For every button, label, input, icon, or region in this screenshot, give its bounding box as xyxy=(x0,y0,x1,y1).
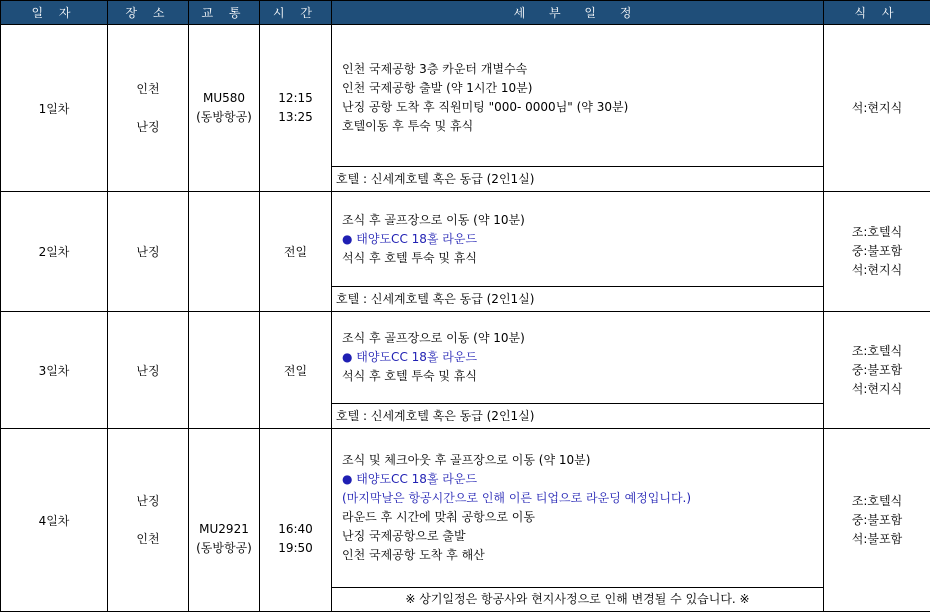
schedule-line: 조식 후 골프장으로 이동 (약 10분) xyxy=(342,212,525,227)
flight-number: MU580 xyxy=(202,91,246,105)
schedule-line: 난징 국제공항으로 출발 xyxy=(342,529,466,543)
transport-cell xyxy=(189,192,260,312)
meal-item: 석:현지식 xyxy=(851,263,903,277)
time-item: 16:40 xyxy=(278,522,313,536)
header-meals: 식 사 xyxy=(824,1,930,25)
schedule-line-highlight: ● 태양도CC 18홀 라운드 xyxy=(342,472,478,486)
transport-cell xyxy=(189,429,260,612)
meal-item: 석:현지식 xyxy=(851,381,903,396)
time-item: 12:15 xyxy=(278,91,313,105)
day-label: 1일차 xyxy=(1,25,108,192)
day-label: 3일차 xyxy=(1,312,108,429)
time-item: 13:25 xyxy=(278,110,313,124)
time-cell xyxy=(260,429,332,612)
transport-cell xyxy=(189,312,260,429)
meals-cell xyxy=(824,429,930,612)
schedule-line-highlight: (마지막날은 항공시간으로 인해 이른 티업으로 라운딩 예정입니다.) xyxy=(342,491,692,505)
place-cell xyxy=(108,429,189,612)
header-time: 시 간 xyxy=(260,1,332,25)
place-item: 난징 xyxy=(108,192,189,312)
airline: (동방항공) xyxy=(196,541,252,555)
schedule-line: 석식 후 호텔 투숙 및 휴식 xyxy=(342,369,477,383)
schedule-line: 인천 국제공항 도착 후 해산 xyxy=(342,548,485,562)
meal-item: 석:불포함 xyxy=(851,531,903,546)
header-day: 일 자 xyxy=(1,1,108,25)
flight-number: MU2921 xyxy=(199,522,249,536)
airline: (동방항공) xyxy=(196,110,252,124)
meal-item: 조:호텔식 xyxy=(851,343,903,358)
schedule-line-highlight: ● 태양도CC 18홀 라운드 xyxy=(342,350,478,364)
schedule-line: 호텔이동 후 투숙 및 휴식 xyxy=(342,118,474,133)
schedule-cell xyxy=(332,429,824,612)
meal-item: 중:불포함 xyxy=(851,362,903,377)
schedule-line: 조식 및 체크아웃 후 골프장으로 이동 (약 10분) xyxy=(342,453,591,467)
schedule-notice: ※ 상기일정은 항공사와 현지사정으로 인해 변경될 수 있습니다. ※ xyxy=(332,587,823,611)
schedule-line: 석식 후 호텔 투숙 및 휴식 xyxy=(342,250,477,265)
time-item: 전일 xyxy=(260,312,332,429)
meals-cell xyxy=(824,312,930,429)
transport-cell xyxy=(189,25,260,192)
table-row-day-4 xyxy=(1,429,930,612)
header-place: 장 소 xyxy=(108,1,189,25)
time-cell xyxy=(260,25,332,192)
table-row-day-1 xyxy=(1,25,930,192)
schedule-line: 인천 국제공항 출발 (약 1시간 10분) xyxy=(342,80,533,95)
place-cell xyxy=(108,25,189,192)
schedule-line: 인천 국제공항 3층 카운터 개별수속 xyxy=(342,61,528,76)
meal-item: 조:호텔식 xyxy=(851,225,903,239)
meals-cell xyxy=(824,25,930,192)
schedule-line: 라운드 후 시간에 맞춰 공항으로 이동 xyxy=(342,510,535,524)
place-item: 난징 xyxy=(136,493,160,508)
day-label: 2일차 xyxy=(1,192,108,312)
place-item: 인천 xyxy=(136,81,160,96)
time-item: 전일 xyxy=(260,192,332,312)
schedule-cell xyxy=(332,312,824,429)
header-schedule: 세 부 일 정 xyxy=(332,1,824,25)
day-label: 4일차 xyxy=(1,429,108,612)
schedule-cell xyxy=(332,192,824,312)
hotel-info: 호텔 : 신세계호텔 혹은 동급 (2인1실) xyxy=(332,166,823,191)
hotel-info: 호텔 : 신세계호텔 혹은 동급 (2인1실) xyxy=(332,286,823,311)
meal-item: 조:호텔식 xyxy=(851,493,903,508)
meals-cell xyxy=(824,192,930,312)
schedule-line: 난징 공항 도착 후 직원미팅 "000- 0000님" (약 30분) xyxy=(342,99,629,114)
schedule-cell xyxy=(332,25,824,192)
place-item: 난징 xyxy=(136,119,160,134)
meal-item: 중:불포함 xyxy=(851,244,903,258)
hotel-info: 호텔 : 신세계호텔 혹은 동급 (2인1실) xyxy=(332,403,823,428)
time-item: 19:50 xyxy=(278,541,313,555)
meal-item: 중:불포함 xyxy=(851,512,903,527)
header-transport: 교 통 xyxy=(189,1,260,25)
place-item: 난징 xyxy=(108,312,189,429)
schedule-line-highlight: ● 태양도CC 18홀 라운드 xyxy=(342,231,478,246)
table-row-day-3 xyxy=(1,312,930,429)
place-item: 인천 xyxy=(136,531,160,546)
schedule-line: 조식 후 골프장으로 이동 (약 10분) xyxy=(342,331,525,345)
table-row-day-2 xyxy=(1,192,930,312)
header-row xyxy=(1,1,930,25)
meal-item: 석:현지식 xyxy=(851,100,903,115)
